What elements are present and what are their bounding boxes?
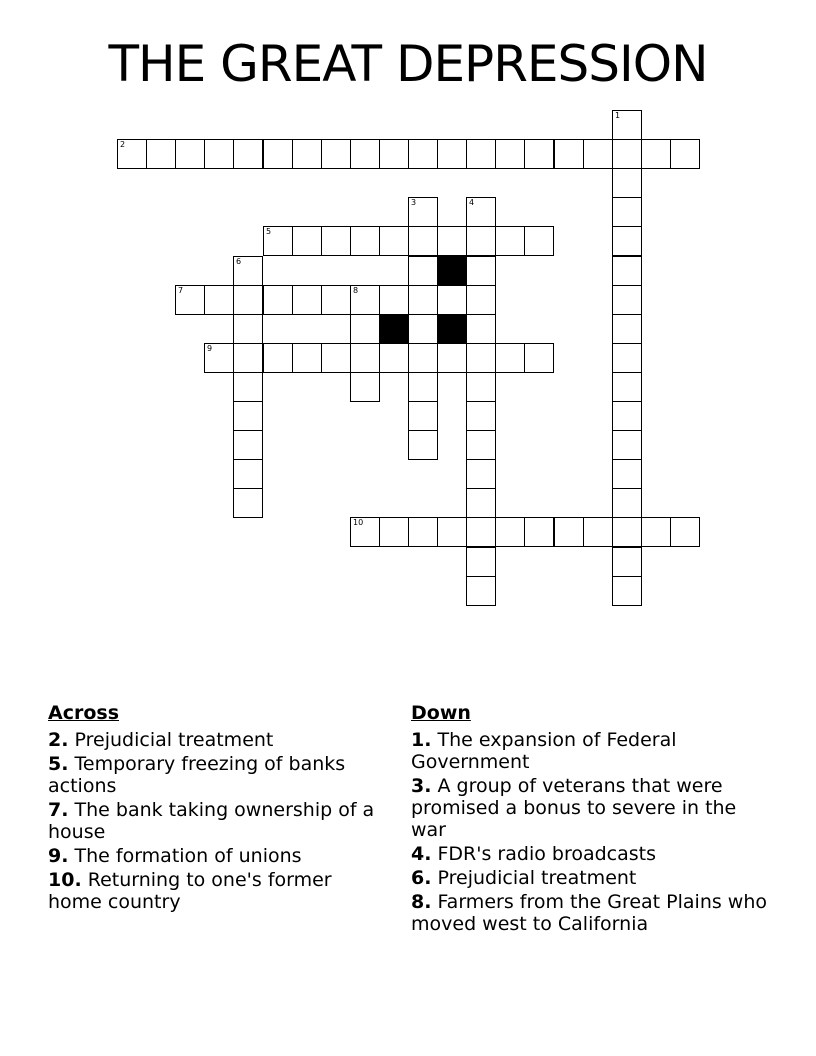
across-clue [48,753,388,797]
down-clue [411,867,771,889]
grid-cell[interactable] [233,285,263,315]
grid-cell[interactable] [437,343,467,373]
grid-cell[interactable] [263,226,293,256]
grid-cell[interactable] [524,517,554,547]
grid-cell[interactable] [204,285,234,315]
grid-cell[interactable] [233,372,263,402]
down-clue [411,775,771,841]
grid-cell[interactable] [612,139,642,169]
clue-number: 9. [48,845,69,867]
grid-cell[interactable] [233,139,263,169]
grid-cell[interactable] [233,256,263,286]
clue-text: Farmers from the Great Plains who moved west to California [411,891,768,935]
down-clue [411,891,771,935]
clue-text: The bank taking ownership of a house [48,799,375,843]
page-title: THE GREAT DEPRESSION [108,35,708,93]
grid-cell[interactable] [466,372,496,402]
clue-number-label: 6 [236,257,242,266]
clue-number: 2. [48,729,69,751]
grid-cell[interactable] [466,547,496,577]
grid-cell[interactable] [612,314,642,344]
grid-cell[interactable] [408,314,438,344]
grid-cell[interactable] [408,517,438,547]
across-clue [48,799,388,843]
grid-cell[interactable] [524,139,554,169]
grid-cell[interactable] [466,343,496,373]
grid-cell[interactable] [554,139,584,169]
grid-cell[interactable] [612,226,642,256]
grid-cell[interactable] [466,139,496,169]
grid-cell[interactable] [321,139,351,169]
clue-number-label: 1 [615,111,621,120]
grid-cell[interactable] [408,226,438,256]
grid-cell[interactable] [466,285,496,315]
grid-cell[interactable] [321,285,351,315]
grid-cell[interactable] [263,343,293,373]
grid-cell[interactable] [495,226,525,256]
grid-cell[interactable] [554,517,584,547]
grid-cell[interactable] [495,343,525,373]
down-clue [411,729,771,773]
grid-cell[interactable] [379,343,409,373]
grid-cell[interactable] [379,517,409,547]
grid-cell[interactable] [612,517,642,547]
clue-number: 5. [48,753,69,775]
grid-cell[interactable] [350,343,380,373]
grid-cell[interactable] [437,139,467,169]
clue-number-label: 7 [178,286,184,295]
grid-cell[interactable] [466,488,496,518]
across-clue [48,845,388,867]
grid-cell[interactable] [612,576,642,606]
grid-cell[interactable] [466,430,496,460]
grid-cell[interactable] [321,226,351,256]
clue-text: Prejudicial treatment [74,729,274,751]
grid-cell[interactable] [437,285,467,315]
grid-cell[interactable] [350,285,380,315]
grid-cell[interactable] [379,226,409,256]
clue-number-label: 5 [266,227,272,236]
down-clues [411,702,771,937]
grid-cell[interactable] [350,226,380,256]
grid-cell[interactable] [583,517,613,547]
grid-cell[interactable] [117,139,147,169]
grid-cell[interactable] [612,343,642,373]
clue-text: The expansion of Federal Government [411,729,677,773]
grid-cell[interactable] [612,285,642,315]
grid-cell[interactable] [233,488,263,518]
grid-cell[interactable] [670,139,700,169]
grid-black-cell [437,256,467,286]
grid-cell[interactable] [175,139,205,169]
clue-number: 8. [411,891,432,913]
clue-text: Returning to one's former home country [48,869,332,913]
grid-cell[interactable] [495,517,525,547]
grid-cell[interactable] [146,139,176,169]
down-clue [411,843,771,865]
across-heading: Across [48,702,120,724]
grid-cell[interactable] [408,430,438,460]
clue-number-label: 4 [469,198,475,207]
clue-number: 10. [48,869,82,891]
clue-number-label: 10 [353,518,364,527]
clue-number: 4. [411,843,432,865]
grid-cell[interactable] [612,459,642,489]
clue-number: 1. [411,729,432,751]
grid-cell[interactable] [408,372,438,402]
grid-black-cell [379,314,409,344]
grid-cell[interactable] [466,197,496,227]
grid-cell[interactable] [612,197,642,227]
grid-cell[interactable] [612,401,642,431]
clue-text: The formation of unions [74,845,302,867]
grid-cell[interactable] [466,517,496,547]
grid-cell[interactable] [466,401,496,431]
grid-cell[interactable] [524,226,554,256]
grid-cell[interactable] [350,517,380,547]
grid-cell[interactable] [263,139,293,169]
grid-cell[interactable] [408,343,438,373]
grid-cell[interactable] [612,168,642,198]
grid-cell[interactable] [466,256,496,286]
across-clues [48,702,388,915]
grid-cell[interactable] [408,256,438,286]
grid-cell[interactable] [292,226,322,256]
clue-number: 3. [411,775,432,797]
grid-cell[interactable] [612,430,642,460]
grid-cell[interactable] [641,517,671,547]
grid-cell[interactable] [204,343,234,373]
grid-cell[interactable] [379,139,409,169]
grid-cell[interactable] [233,314,263,344]
grid-cell[interactable] [612,110,642,140]
clue-number-label: 8 [353,286,359,295]
clue-number: 7. [48,799,69,821]
down-heading: Down [411,702,471,724]
grid-cell[interactable] [350,139,380,169]
grid-cell[interactable] [437,226,467,256]
clue-text: Temporary freezing of banks actions [48,753,346,797]
grid-cell[interactable] [350,314,380,344]
grid-cell[interactable] [612,488,642,518]
grid-cell[interactable] [233,459,263,489]
grid-cell[interactable] [379,285,409,315]
grid-cell[interactable] [233,401,263,431]
grid-cell[interactable] [583,139,613,169]
grid-cell[interactable] [408,139,438,169]
grid-cell[interactable] [204,139,234,169]
grid-cell[interactable] [233,430,263,460]
grid-black-cell [437,314,467,344]
grid-cell[interactable] [408,285,438,315]
grid-cell[interactable] [321,343,351,373]
grid-cell[interactable] [612,372,642,402]
grid-cell[interactable] [495,139,525,169]
grid-cell[interactable] [292,285,322,315]
clue-text: Prejudicial treatment [437,867,637,889]
grid-cell[interactable] [670,517,700,547]
grid-cell[interactable] [524,343,554,373]
clue-number-label: 9 [207,344,213,353]
clue-text: A group of veterans that were promised a bonus to severe in the war [411,775,737,841]
grid-cell[interactable] [175,285,205,315]
grid-cell[interactable] [612,256,642,286]
clue-number: 6. [411,867,432,889]
grid-cell[interactable] [233,343,263,373]
across-clue [48,869,388,913]
grid-cell[interactable] [437,517,467,547]
clue-text: FDR's radio broadcasts [437,843,656,865]
grid-cell[interactable] [466,576,496,606]
grid-cell[interactable] [292,139,322,169]
grid-cell[interactable] [466,459,496,489]
clue-number-label: 2 [120,140,126,149]
grid-cell[interactable] [350,372,380,402]
grid-cell[interactable] [292,343,322,373]
grid-cell[interactable] [263,285,293,315]
grid-cell[interactable] [408,197,438,227]
grid-cell[interactable] [466,314,496,344]
grid-cell[interactable] [466,226,496,256]
grid-cell[interactable] [408,401,438,431]
clue-number-label: 3 [411,198,417,207]
grid-cell[interactable] [612,547,642,577]
grid-cell[interactable] [641,139,671,169]
across-clue [48,729,388,751]
